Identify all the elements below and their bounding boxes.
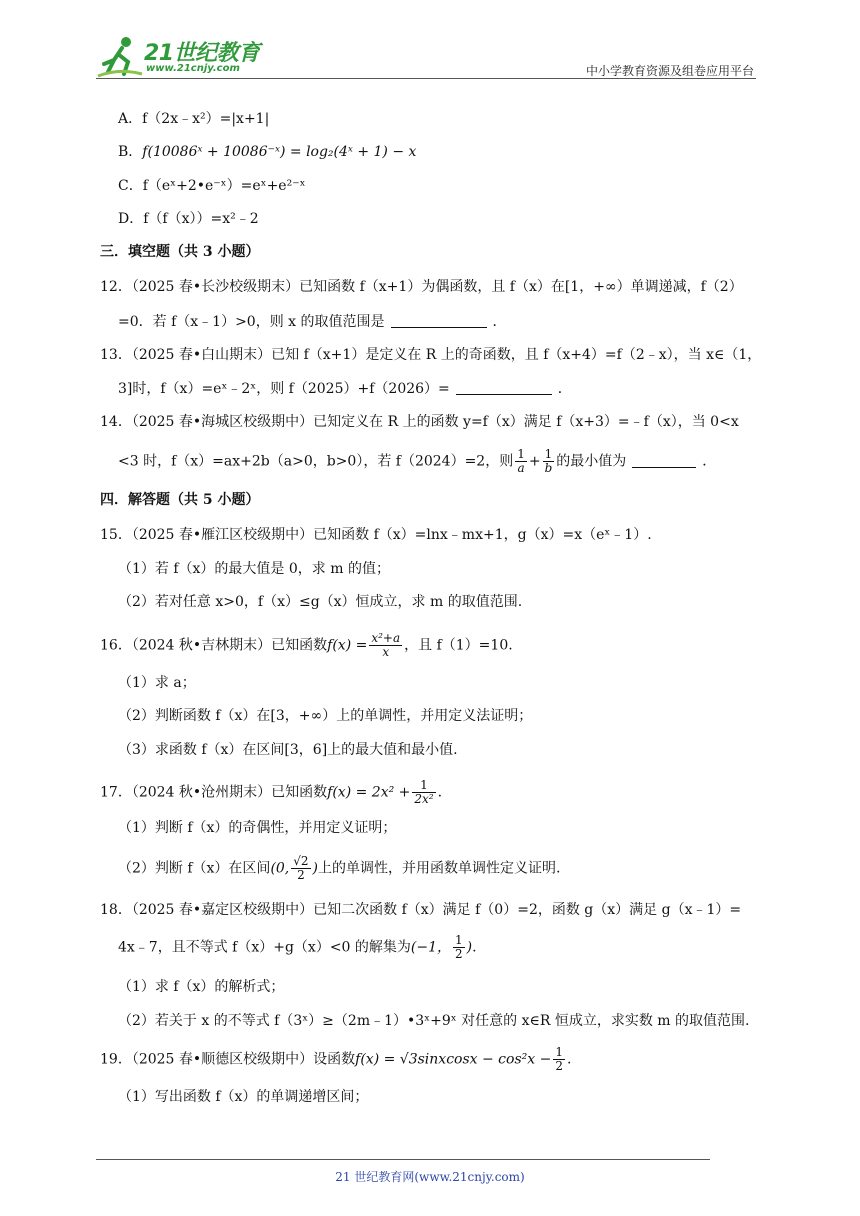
option-b-expr: f(10086ˣ + 10086⁻ˣ) = log₂(4ˣ + 1) − x — [142, 144, 417, 160]
q12-answer-blank[interactable] — [391, 327, 487, 328]
q14-line2 — [118, 448, 716, 475]
q18-line2 — [118, 934, 477, 961]
header-divider — [96, 78, 756, 79]
q15-line1: 15．（2025 春•雁江区校级期中）已知函数 f（x）=lnx﹣mx+1，g（x）=x（eˣ﹣1）. — [100, 527, 652, 543]
q18-fraction: $\frac{1}{2}$ — [455, 933, 463, 961]
section-3-title: 三．填空题（共 3 小题） — [100, 244, 260, 260]
q16-part2: （2）判断函数 f（x）在[3，+∞）上的单调性，并用定义法证明； — [118, 708, 533, 724]
q13-answer-blank[interactable] — [456, 394, 552, 395]
q17-text: 17．（2024 秋•沧州期末）已知函数 — [100, 784, 328, 801]
q17-line1 — [100, 779, 442, 806]
q18-line1: 18．（2025 春•嘉定区校级期中）已知二次函数 f（x）满足 f（0）=2，函数 g（x）满足 g（x﹣1）= — [100, 902, 742, 918]
q13-line1: 13．（2025 春•白山期末）已知 f（x+1）是定义在 R 上的奇函数，且 f（x+4）=f（2﹣x），当 x∈（1， — [100, 347, 762, 363]
q17-end: . — [437, 784, 443, 801]
q18-end: . — [472, 939, 477, 956]
q17-interval-right: ) — [312, 860, 319, 877]
q17-interval-left: (0, — [270, 860, 290, 877]
q17-fraction-2: $\frac{√2}{2}$ — [293, 854, 309, 882]
q15-part2: （2）若对任意 x>0，f（x）≤g（x）恒成立，求 m 的取值范围. — [118, 594, 523, 610]
option-b — [118, 141, 416, 161]
q19-f-expr: f(x) = √3sinxcosx − cos²x − — [355, 1051, 552, 1068]
option-d: D．f（f（x））=x²﹣2 — [118, 211, 259, 227]
q14-end: ． — [702, 453, 717, 470]
q18-part2: （2）若关于 x 的不等式 f（3ˣ）≥（2m﹣1）•3ˣ+9ˣ 对任意的 x∈R 恒成立，求实数 m 的取值范围. — [118, 1013, 750, 1029]
q18-interval-left: (−1， — [410, 939, 452, 956]
q17-fraction: $\frac{1}{\text{2x²}}$ — [414, 778, 434, 806]
section-4-title: 四．解答题（共 5 小题） — [100, 492, 260, 508]
q17-part2 — [118, 855, 560, 882]
q13-text: 3]时，f（x）=eˣ﹣2ˣ，则 f（2025）+f（2026）= — [118, 381, 450, 397]
q19-line1 — [100, 1046, 571, 1073]
option-b-label: B． — [118, 144, 143, 160]
q16-condition: ，且 f（1）=10. — [404, 637, 513, 654]
q14-text-2: 的最小值为 — [556, 453, 627, 470]
q16-part3: （3）求函数 f（x）在区间[3，6]上的最大值和最小值. — [118, 742, 458, 758]
q15-part1: （1）若 f（x）的最大值是 0，求 m 的值； — [118, 561, 390, 577]
q17-f-expr: f(x) = 2x² + — [327, 784, 411, 801]
q18-text: 4x﹣7，且不等式 f（x）+g（x）<0 的解集为 — [118, 939, 411, 956]
q16-f-lhs: f(x) = — [327, 637, 368, 654]
runner-logo-icon — [96, 34, 144, 80]
option-c: C．f（eˣ+2•e⁻ˣ）=eˣ+e²⁻ˣ — [118, 178, 306, 194]
q14-text: <3 时，f（x）=ax+2b（a>0，b>0），若 f（2024）=2，则 — [118, 453, 514, 470]
q18-part1: （1）求 f（x）的解析式； — [118, 979, 285, 995]
q12-line2 — [118, 311, 507, 331]
q14-fraction-1: $\frac{1}{a}$ — [517, 447, 525, 475]
q17-part1: （1）判断 f（x）的奇偶性，并用定义证明； — [118, 820, 397, 836]
q12-text: =0．若 f（x﹣1）>0，则 x 的取值范围是 — [118, 314, 385, 330]
q14-line1: 14．（2025 春•海城区校级期中）已知定义在 R 上的函数 y=f（x）满足 f（x+3）=﹣f（x），当 0<x — [100, 414, 739, 430]
q16-line1 — [100, 632, 513, 659]
q13-line2 — [118, 378, 572, 398]
q19-text: 19．（2025 春•顺德区校级期中）设函数 — [100, 1051, 356, 1068]
q12-end: ． — [492, 314, 507, 330]
logo-text: 21世纪教育 — [144, 41, 260, 66]
logo-url: www.21cnjy.com — [146, 63, 240, 74]
q16-text: 16．（2024 秋•吉林期末）已知函数 — [100, 637, 328, 654]
q13-end: ． — [557, 381, 572, 397]
q14-plus: + — [528, 453, 541, 470]
q19-end: . — [566, 1051, 572, 1068]
footer-divider — [96, 1159, 710, 1160]
header-platform-text: 中小学教育资源及组卷应用平台 — [585, 64, 754, 78]
site-logo — [96, 34, 266, 80]
q19-part1: （1）写出函数 f（x）的单调递增区间； — [118, 1089, 369, 1105]
footer-link[interactable]: 21 世纪教育网(www.21cnjy.com) — [335, 1170, 525, 1184]
q18-interval-right: ) — [466, 939, 473, 956]
q17-part2-text: （2）判断 f（x）在区间 — [118, 860, 271, 877]
q16-fraction: $\frac{\text{x²+a}}{x}$ — [371, 631, 401, 659]
q17-part2-end: 上的单调性，并用函数单调性定义证明. — [318, 860, 561, 877]
q14-answer-blank[interactable] — [632, 467, 696, 468]
option-a: A．f（2x﹣x²）=|x+1| — [118, 111, 270, 127]
q12-line1: 12．（2025 春•长沙校级期末）已知函数 f（x+1）为偶函数，且 f（x）在[1，+∞）单调递减，f（2） — [100, 279, 743, 295]
q19-fraction: $\frac{1}{2}$ — [555, 1045, 563, 1073]
q16-part1: （1）求 a； — [118, 675, 196, 691]
q14-fraction-2: $\frac{1}{b}$ — [544, 447, 553, 475]
